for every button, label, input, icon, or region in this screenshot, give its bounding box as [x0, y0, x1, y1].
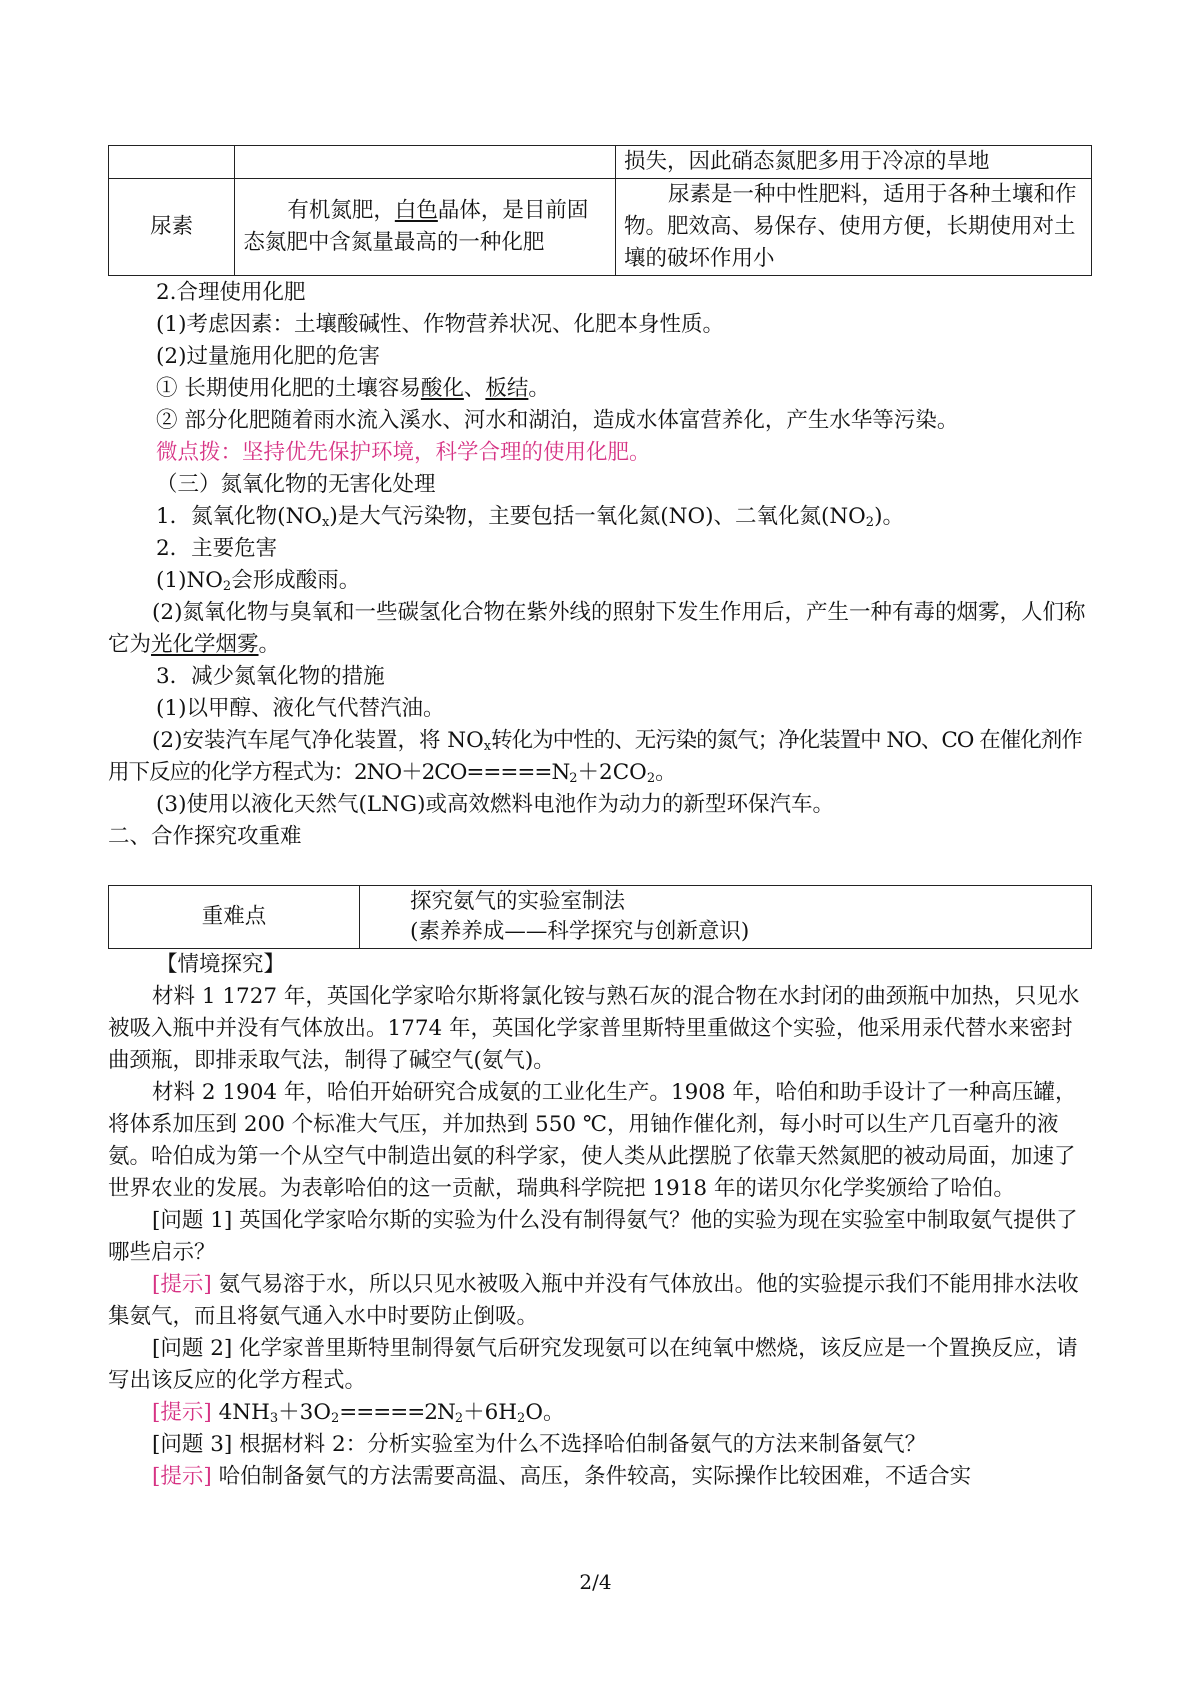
desc-text: 晶体，是目前固态氮肥中含氮量最高的一种化肥: [243, 198, 589, 255]
answer-2: [108, 1397, 1092, 1429]
text-line: [108, 373, 1092, 405]
table-row: [109, 179, 1092, 276]
desc-underlined: 白色: [394, 198, 438, 223]
text-line: 2．主要危害: [156, 536, 278, 561]
fertilizer-usage: 尿素是一种中性肥料，适用于各种土壤和作物。肥效高、易保存、使用方便，长期使用对土壤的破坏作用小: [616, 179, 1092, 276]
fertilizer-name: 尿素: [109, 179, 235, 276]
text-span: )。: [874, 504, 904, 529]
text-span: 1．氮氧化物(NO: [156, 504, 323, 529]
tip-line: [108, 437, 1092, 469]
answer-text: 氨气易溶于水，所以只见水被吸入瓶中并没有气体放出。他的实验提示我们不能用排水法收集氨气，而且将氨气通入水中时要防止倒吸。: [108, 1272, 1079, 1329]
key-point-label: 重难点: [109, 886, 360, 949]
material-1: 材料 1 1727 年，英国化学家哈尔斯将氯化铵与熟石灰的混合物在水封闭的曲颈瓶中加热，只见水被吸入瓶中并没有气体放出。1774 年，英国化学家普里斯特里重做这个实验，他采用汞代替水来密封曲颈瓶，即排汞取气法，制得了碱空气(氨气)。: [108, 984, 1080, 1073]
inquiry-section: [108, 949, 1092, 1493]
text-paragraph: [108, 725, 1092, 789]
answer-text: O。: [525, 1400, 565, 1425]
page-content: [108, 145, 1092, 1493]
tip-text: 坚持优先保护环境，科学合理的使用化肥。: [242, 440, 651, 465]
text-span: (2)氮氧化物与臭氧和一些碳氢化合物在紫外线的照射下发生作用后，产生一种有毒的烟雾，人们称它为: [108, 600, 1086, 657]
answer-text: ＋3O: [278, 1400, 331, 1425]
fertilizer-table: [108, 145, 1092, 276]
answer-3: [108, 1461, 1092, 1493]
text-line: (3)使用以液化天然气(LNG)或高效燃料电池作为动力的新型环保汽车。: [156, 792, 834, 817]
text-line: [108, 565, 1092, 597]
key-point-topic: [360, 886, 1092, 949]
table-cell: [235, 146, 616, 179]
subscript: 2: [646, 771, 656, 786]
text-paragraph: [108, 597, 1092, 661]
section-title: （三）氮氧化物的无害化处理: [156, 472, 436, 497]
hint-label: [提示]: [152, 1464, 212, 1489]
subscript: 2: [330, 1411, 340, 1426]
text-span: 。: [655, 760, 677, 785]
cell-text: 损失，因此硝态氮肥多用于冷凉的旱地: [624, 149, 990, 174]
text-line: 3．减少氮氧化物的措施: [156, 664, 385, 689]
subscript: 2: [454, 1411, 464, 1426]
answer-text: 哈伯制备氨气的方法需要高温、高压，条件较高，实际操作比较困难，不适合实: [211, 1464, 972, 1489]
desc-text: 有机氮肥，: [287, 198, 395, 223]
answer-text: ＋6H: [463, 1400, 518, 1425]
text-span: 、: [463, 376, 486, 401]
underlined-term: 板结: [485, 376, 529, 401]
text-span: 。: [258, 632, 281, 657]
text-line: ② 部分化肥随着雨水流入溪水、河水和湖泊，造成水体富营养化，产生水华等污染。: [156, 408, 959, 433]
hint-label: [提示]: [152, 1272, 212, 1297]
subscript: 2: [517, 1411, 526, 1426]
section-nox: [108, 469, 1092, 853]
text-line: [108, 501, 1092, 533]
table-cell: [109, 146, 235, 179]
text-span: ＋2CO: [577, 760, 647, 785]
topic-subtitle: (素养养成——科学探究与创新意识): [410, 919, 750, 944]
answer-text: 4NH: [211, 1400, 270, 1425]
text-line: (2)过量施用化肥的危害: [156, 344, 380, 369]
question-3: [问题 3] 根据材料 2：分析实验室为什么不选择哈伯制备氨气的方法来制备氨气？: [152, 1432, 927, 1457]
subscript: x: [322, 515, 330, 530]
text-span: (1)NO: [156, 568, 223, 593]
page-number: 2/4: [579, 1570, 612, 1594]
question-2: [问题 2] 化学家普里斯特里制得氨气后研究发现氨可以在纯氧中燃烧，该反应是一个置换反应，请写出该反应的化学方程式。: [108, 1336, 1078, 1393]
text-span: 转化为中性的、无污染的氮气；净化装置中 NO、CO 在催化剂作用下反应的化学方程式为：2NO＋2CO=====N: [108, 728, 1082, 785]
subscript: 2: [865, 515, 875, 530]
section-title: 2.合理使用化肥: [156, 280, 306, 305]
text-span: )是大气污染物，主要包括一氧化氮(NO)、二氧化氮(NO: [329, 504, 866, 529]
text-span: ① 长期使用化肥的土壤容易: [156, 376, 421, 401]
section-title: 【情境探究】: [156, 952, 286, 977]
subscript: 2: [569, 771, 578, 786]
table-row: [109, 886, 1092, 949]
table-cell: [616, 146, 1092, 179]
text-span: (2)安装汽车尾气净化装置，将 NO: [152, 728, 484, 753]
underlined-term: 酸化: [420, 376, 464, 401]
answer-text: =====2N: [339, 1400, 455, 1425]
section-rational-use: [108, 277, 1092, 469]
text-span: 。: [528, 376, 550, 401]
subscript: 2: [222, 579, 232, 594]
subscript: x: [483, 739, 492, 754]
key-point-table: [108, 885, 1092, 949]
fertilizer-description: [235, 179, 616, 276]
subscript: 3: [269, 1411, 279, 1426]
hint-label: [提示]: [152, 1400, 212, 1425]
material-2: 材料 2 1904 年，哈伯开始研究合成氨的工业化生产。1908 年，哈伯和助手设计了一种高压罐，将体系加压到 200 个标准大气压，并加热到 550 ℃，用铀作催化剂，每小时可以生产几百毫升的液氨。哈伯成为第一个从空气中制造出氨的科学家，使人类从此摆脱了依靠天然氮肥的被动局面，加速了世界农业的发展。为表彰哈伯的这一贡献，瑞典科学院把 1918 年的诺贝尔化学奖颁给了哈伯。: [108, 1080, 1077, 1201]
topic-title: 探究氨气的实验室制法: [410, 889, 626, 914]
text-span: 会形成酸雨。: [231, 568, 361, 593]
question-1: [问题 1] 英国化学家哈尔斯的实验为什么没有制得氨气？他的实验为现在实验室中制取氨气提供了哪些启示？: [108, 1208, 1078, 1265]
table-row: [109, 146, 1092, 179]
underlined-term: 光化学烟雾: [151, 632, 259, 657]
part-title: 二、合作探究攻重难: [108, 824, 302, 849]
text-line: (1)考虑因素：土壤酸碱性、作物营养状况、化肥本身性质。: [156, 312, 724, 337]
tip-label: 微点拨：: [156, 440, 243, 465]
answer-1: [108, 1269, 1092, 1333]
text-line: (1)以甲醇、液化气代替汽油。: [156, 696, 445, 721]
